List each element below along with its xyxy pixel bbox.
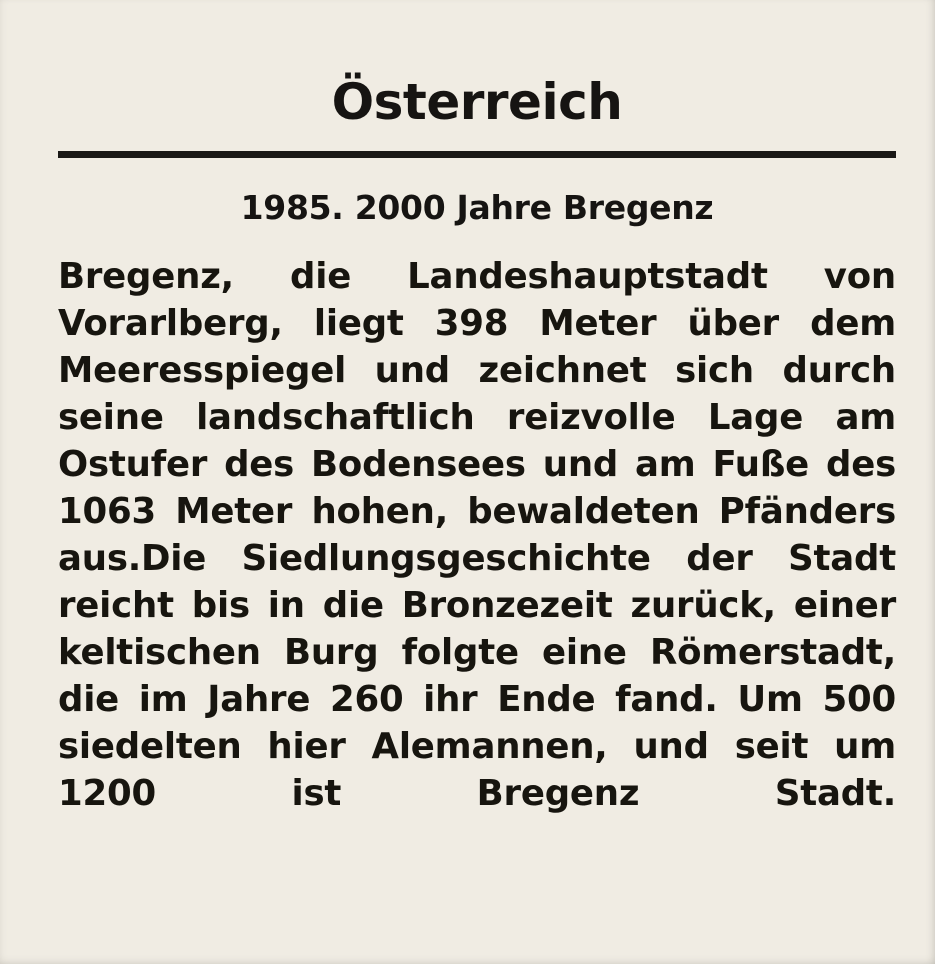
- description-paragraph: Bregenz, die Landeshauptstadt von Vorarlberg, liegt 398 Meter über dem Meeresspiegel und zeichnet sich durch seine landschaftlich reizvolle Lage am Ostufer des Bodensees und am Fuße des 1063 Meter hohen, bewaldeten Pfänders aus.Die Siedlungsgeschichte der Stadt reicht bis in die Bronzezeit zurück, einer keltischen Burg folgte eine Römerstadt, die im Jahre 260 ihr Ende fand. Um 500 siedelten hier Alemannen, und seit um 1200 ist Bregenz Stadt.: [58, 255, 896, 814]
- card-content: [58, 0, 896, 964]
- issue-title: 1985. 2000 Jahre Bregenz: [240, 187, 714, 227]
- country-heading: Österreich: [331, 73, 623, 131]
- horizontal-divider: [58, 151, 896, 158]
